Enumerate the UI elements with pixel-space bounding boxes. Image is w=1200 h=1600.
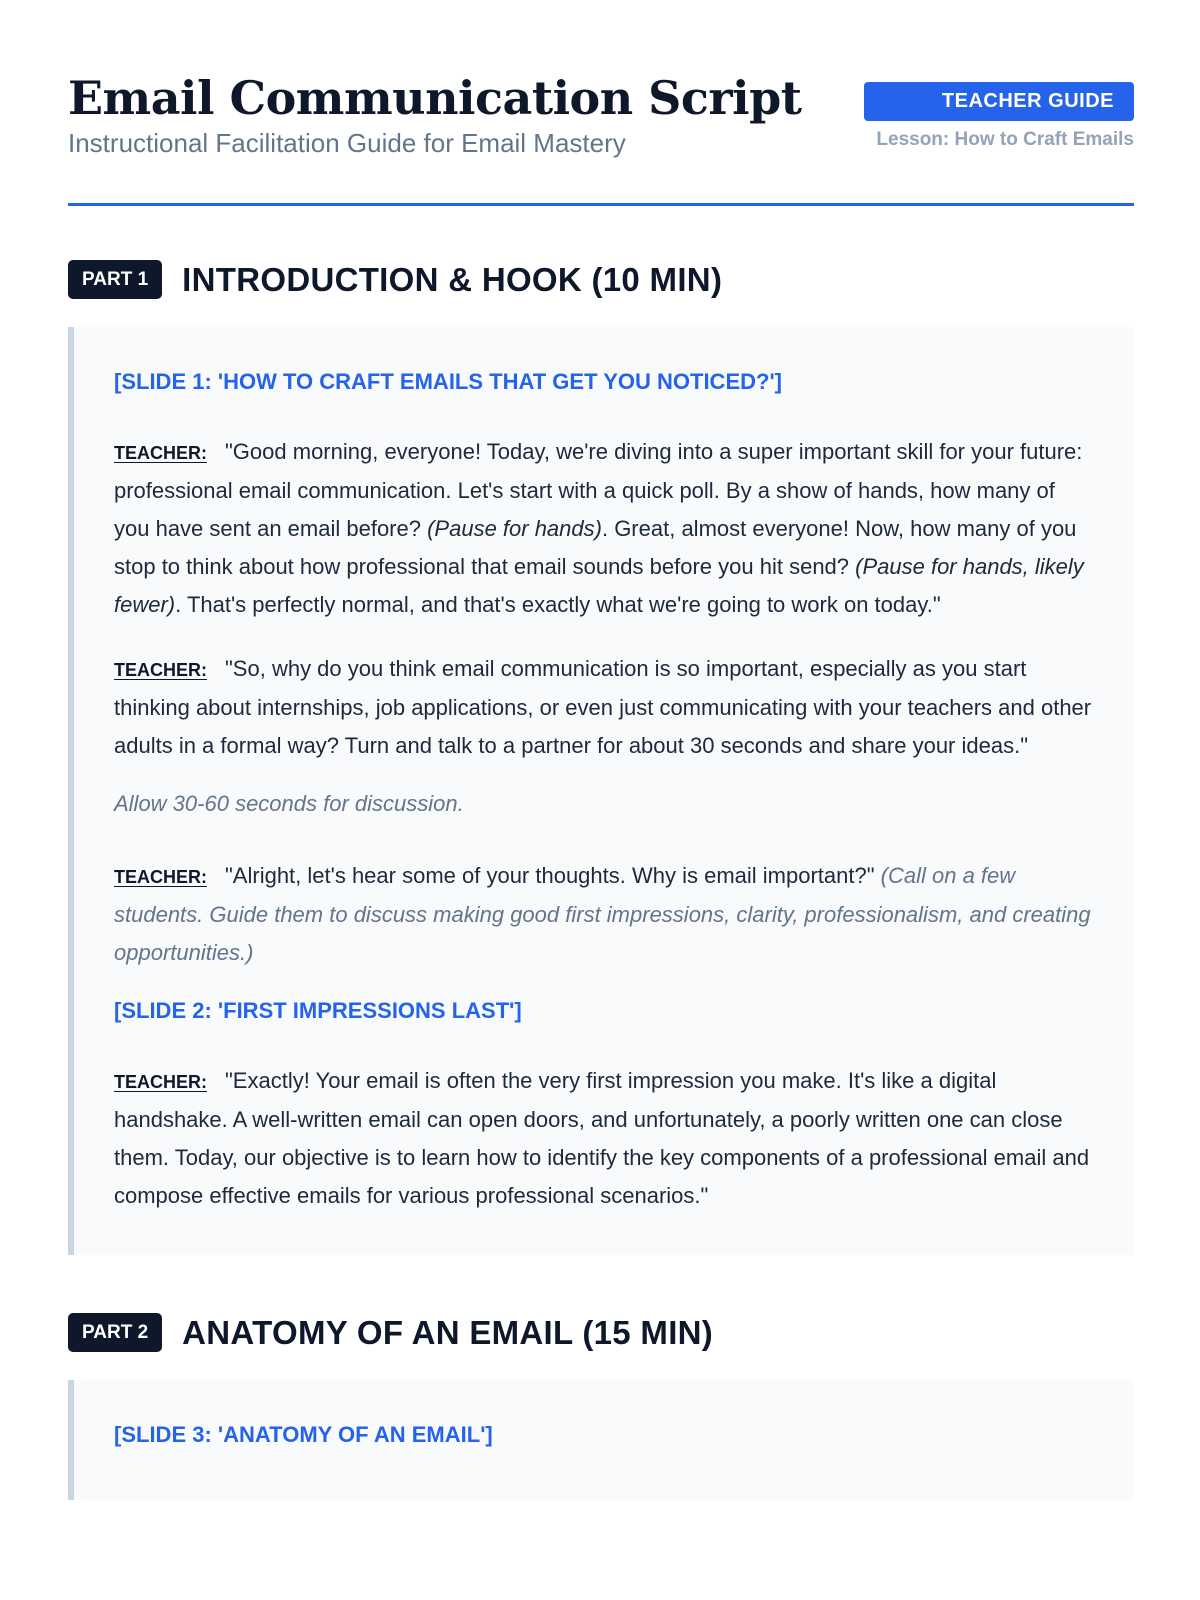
speaker-label: TEACHER: [114, 867, 207, 887]
document-meta [864, 70, 1134, 151]
teacher-line [114, 433, 1092, 624]
facilitation-note: Allow 30-60 seconds for discussion. [114, 791, 464, 816]
teacher-line [114, 650, 1092, 765]
title-block [68, 70, 802, 159]
part-badge: PART 2 [68, 1313, 162, 1352]
slide-cue: [SLIDE 2: 'FIRST IMPRESSIONS LAST'] [114, 998, 522, 1023]
dialogue-text: "So, why do you think email communication is so important, especially as you start thinking about internships, job applications, or even just communicating with your teachers and other adults in a formal way? Turn and talk to a partner for about 30 seconds and share your ideas." [114, 656, 1092, 758]
speaker-label: TEACHER: [114, 1072, 207, 1092]
slide-cue: [SLIDE 1: 'HOW TO CRAFT EMAILS THAT GET YOU NOTICED?'] [114, 369, 783, 394]
teacher-line [114, 857, 1092, 972]
part-2-header [68, 1313, 1134, 1352]
part-title: INTRODUCTION & HOOK (10 MIN) [182, 260, 723, 298]
slide-cue: [SLIDE 3: 'ANATOMY OF AN EMAIL'] [114, 1422, 493, 1447]
part-title: ANATOMY OF AN EMAIL (15 MIN) [182, 1313, 714, 1351]
document-title: Email Communication Script [68, 71, 802, 125]
speaker-label: TEACHER: [114, 660, 207, 680]
stage-direction: (Call on a few students. Guide them to discuss making good first impressions, clarity, professionalism, and creating opportunities.) [114, 863, 1091, 965]
stage-direction: (Pause for hands) [427, 516, 602, 541]
teacher-guide-badge: TEACHER GUIDE [864, 82, 1134, 121]
dialogue-text: "Alright, let's hear some of your thoughts. Why is email important?" [225, 863, 881, 888]
stage-direction: (Pause for hands, likely fewer) [114, 554, 1084, 617]
part-1-header [68, 260, 1134, 299]
part-badge: PART 1 [68, 260, 162, 299]
header-divider [68, 203, 1134, 206]
part-1-section [68, 327, 1134, 1255]
dialogue-text: . That's perfectly normal, and that's exactly what we're going to work on today." [175, 592, 941, 617]
dialogue-text: "Exactly! Your email is often the very first impression you make. It's like a digital handshake. A well-written email can open doors, and unfortunately, a poorly written one can close them. Today, our objective is to learn how to identify the key components of a professional email and compose effective emails for various professional scenarios." [114, 1068, 1090, 1208]
dialogue-text: "Good morning, everyone! Today, we're diving into a super important skill for your future: professional email communication. Let's start with a quick poll. By a show of hands, how many of you have sent an email before? [114, 439, 1083, 541]
lesson-label: Lesson: How to Craft Emails [876, 129, 1134, 150]
speaker-label: TEACHER: [114, 443, 207, 463]
teacher-line [114, 1062, 1092, 1215]
document-subtitle: Instructional Facilitation Guide for Email Mastery [68, 128, 626, 158]
document-header [68, 0, 1134, 159]
dialogue-text: . Great, almost everyone! Now, how many of you stop to think about how professional that email sounds before you hit send? [114, 516, 1077, 579]
part-2-section [68, 1380, 1134, 1500]
